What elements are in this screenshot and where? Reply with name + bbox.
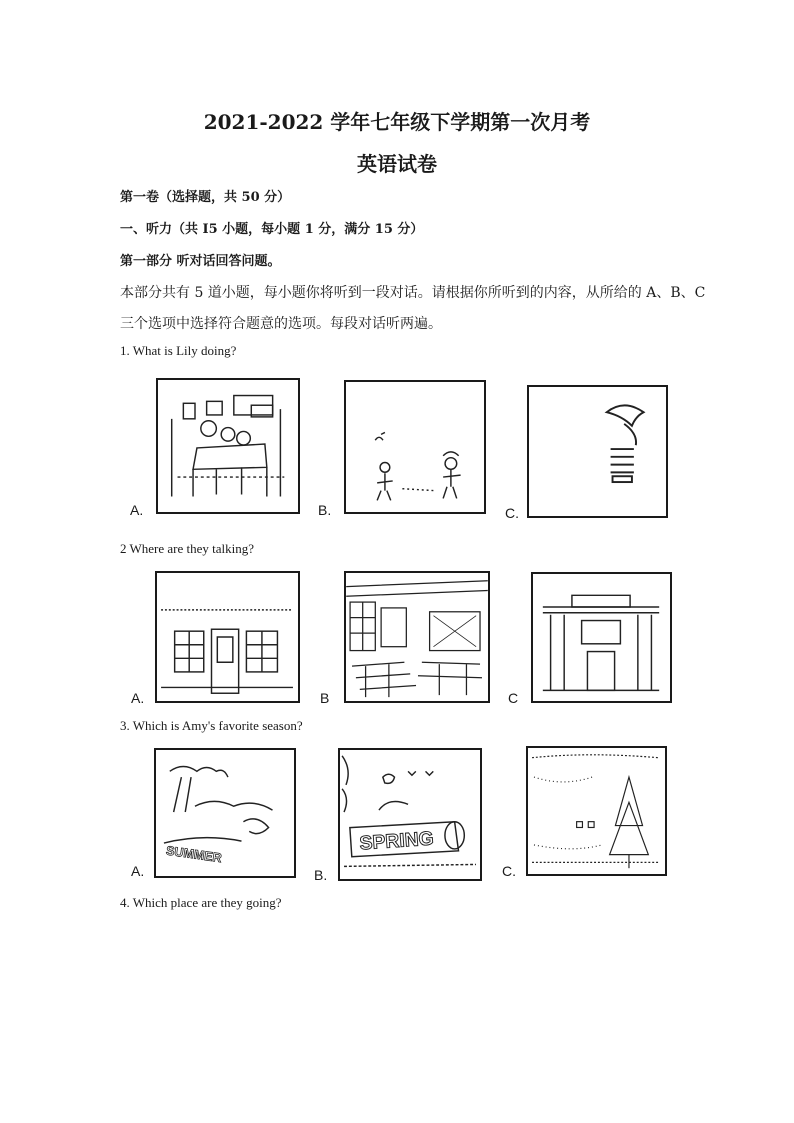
q2-option-c-image[interactable] <box>531 572 672 703</box>
q1-option-c-label: C. <box>505 505 519 521</box>
q3-option-c-label: C. <box>502 863 516 879</box>
summer-word: SUMMER <box>165 843 223 866</box>
q3-option-a-image[interactable] <box>154 748 296 878</box>
q3-option-c-image[interactable] <box>526 746 667 876</box>
spring-scene-illustration <box>340 750 480 879</box>
instructions-line2: 三个选项中选择符合题意的选项。每段对话听两遍。 <box>120 316 442 332</box>
q2-option-b-label: B <box>320 690 330 706</box>
children-playing-illustration <box>346 382 484 512</box>
exam-title: 2021-2022 学年七年级下学期第一次月考 <box>203 110 591 134</box>
q1-option-a-image[interactable] <box>156 378 300 514</box>
instructions-line1: 本部分共有 5 道小题，每小题你将听到一段对话。请根据你所听到的内容，从所给的 A、B、C <box>120 285 706 301</box>
question-2: 2 Where are they talking? <box>120 541 255 556</box>
q1-option-b-label: B. <box>318 502 332 518</box>
spring-word: SPRING <box>358 827 435 855</box>
section-part1: 第一卷（选择题，共 50 分） <box>120 190 291 205</box>
classroom-illustration <box>346 573 488 701</box>
q2-option-c-label: C <box>508 690 519 706</box>
people-at-table-illustration <box>158 380 298 512</box>
q3-option-b-image[interactable] <box>338 748 482 881</box>
question-1: 1. What is Lily doing? <box>120 343 237 358</box>
exam-subtitle: 英语试卷 <box>357 152 437 176</box>
q3-option-a-label: A. <box>131 863 145 879</box>
q1-option-b-image[interactable] <box>344 380 486 514</box>
q2-option-b-image[interactable] <box>344 571 490 703</box>
house-front-illustration <box>157 573 298 701</box>
q2-option-a-image[interactable] <box>155 571 300 703</box>
q1-option-a-label: A. <box>130 502 144 518</box>
question-3: 3. Which is Amy's favorite season? <box>120 718 303 733</box>
library-building-illustration <box>533 574 670 701</box>
section-sub1: 第一部分 听对话回答问题。 <box>120 254 281 269</box>
summer-beach-illustration <box>156 750 294 876</box>
question-4: 4. Which place are they going? <box>120 895 282 910</box>
hat-and-drum-illustration <box>529 387 666 516</box>
q2-option-a-label: A. <box>131 690 145 706</box>
q1-option-c-image[interactable] <box>527 385 668 518</box>
winter-snow-illustration <box>528 748 665 874</box>
section-listening: 一、听力（共 I5 小题，每小题 1 分，满分 15 分） <box>120 222 424 237</box>
q3-option-b-label: B. <box>314 867 328 883</box>
